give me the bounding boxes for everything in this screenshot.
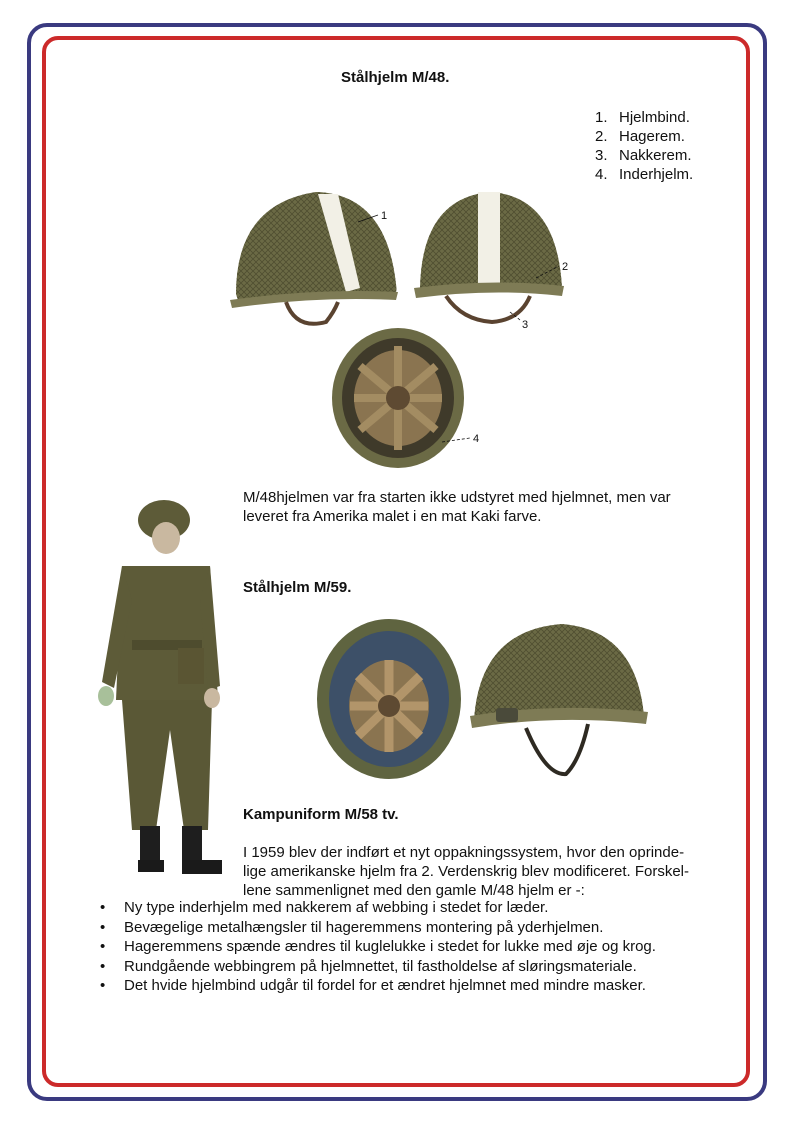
helmet-m48-inner-image <box>330 326 490 476</box>
list-item: • Rundgående webbingrem på hjelmnettet, til fastholdelse af sløringsmateriale. <box>100 957 637 975</box>
callout-1: 1 <box>381 210 388 222</box>
bullet-icon: • <box>100 918 106 936</box>
list-item: • Bevægelige metalhængsler til hageremmens montering på yderhjelmen. <box>100 918 604 936</box>
differences-list <box>100 898 656 996</box>
callout-3: 3 <box>522 319 529 331</box>
text-line: M/48hjelmen var fra starten ikke udstyret med hjelmnet, men var <box>243 489 671 506</box>
section-title-m59: Stålhjelm M/59. <box>243 579 352 596</box>
helmet-m48-front-image <box>412 188 577 333</box>
helmet-m48-side-image <box>226 184 401 330</box>
callout-2: 2 <box>562 261 569 273</box>
bullet-icon: • <box>100 957 106 975</box>
m48-description <box>243 488 671 526</box>
bullet-icon: • <box>100 938 106 955</box>
text-line: lige amerikanske hjelm fra 2. Verdenskrig blev modificeret. Forskel- <box>243 863 690 880</box>
legend-item: 2. Hagerem. <box>595 128 685 145</box>
callout-4: 4 <box>473 433 480 445</box>
section-title-uniform: Kampuniform M/58 tv. <box>243 806 399 823</box>
helmet-m59-side-image <box>466 620 652 784</box>
bullet-icon: • <box>100 899 106 916</box>
bullet-icon: • <box>100 977 106 994</box>
list-item: • Ny type inderhjelm med nakkerem af webbing i stedet for læder. <box>100 899 549 916</box>
m59-description <box>243 843 689 900</box>
parts-legend <box>595 108 693 184</box>
list-item: • Hageremmens spænde ændres til kuglelukke i stedet for lukke med øje og krog. <box>100 938 656 955</box>
list-item: • Det hvide hjelmbind udgår til fordel for et ændret hjelmnet med mindre masker. <box>100 977 646 994</box>
section-title-m48: Stålhjelm M/48. <box>341 69 450 86</box>
text-line: leveret fra Amerika malet i en mat Kaki farve. <box>243 508 542 525</box>
legend-item: 1. Hjelmbind. <box>595 109 690 126</box>
uniform-m58-soldier-image <box>92 500 227 890</box>
helmet-m59-inner-image <box>314 616 464 782</box>
text-line: lene sammenlignet med den gamle M/48 hjelm er -: <box>243 882 585 899</box>
legend-item: 4. Inderhjelm. <box>595 166 694 183</box>
legend-item: 3. Nakkerem. <box>595 147 692 164</box>
text-line: I 1959 blev der indført et nyt oppakningssystem, hvor den oprinde- <box>243 844 685 861</box>
